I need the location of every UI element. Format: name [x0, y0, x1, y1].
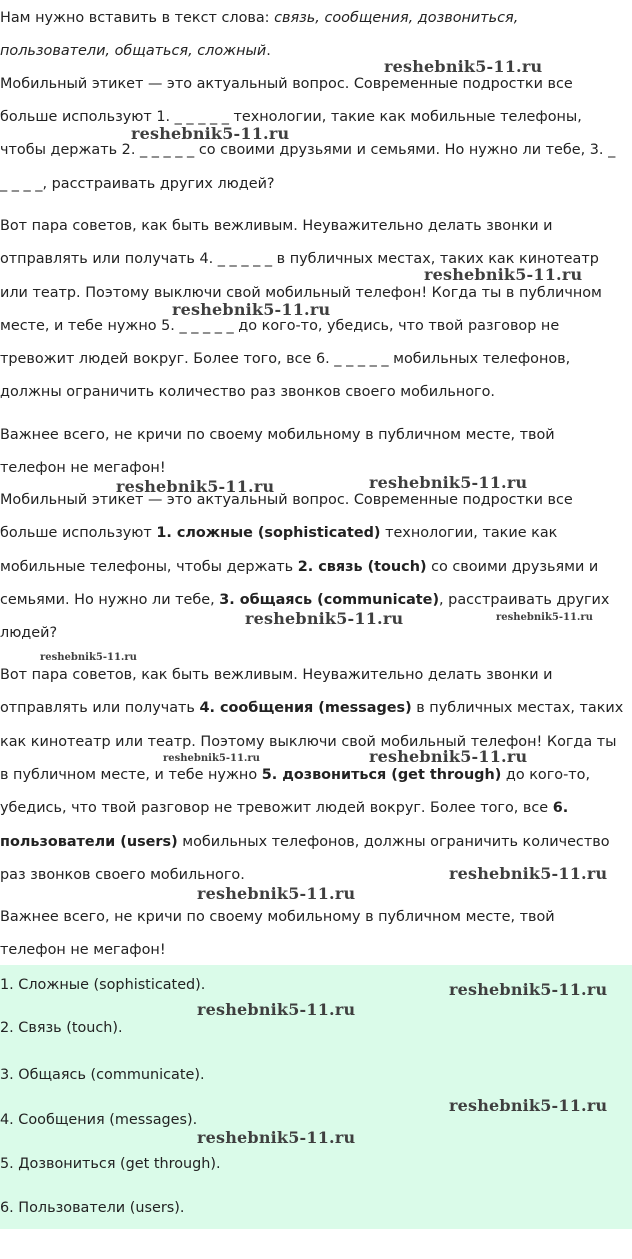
watermark: reshebnik5-11.ru: [384, 57, 543, 76]
filled-text: до кого-то,: [501, 767, 591, 783]
answer-inline-6: пользователи (users): [0, 834, 178, 850]
filled-text: мобильные телефоны, чтобы держать: [0, 559, 298, 575]
gap-line-8: месте, и тебе нужно 5. _ _ _ _ _ до кого-то, убедись, что твой разговор не: [0, 318, 560, 334]
gap-line-12: телефон не мегафон!: [0, 460, 166, 476]
task-lead: Нам нужно вставить в текст слова:: [0, 10, 275, 26]
watermark: reshebnik5-11.ru: [449, 980, 608, 999]
filled-text: отправлять или получать: [0, 700, 200, 716]
watermark: reshebnik5-11.ru: [369, 473, 528, 492]
task-line-1: [0, 8, 632, 28]
filled-line-11: [0, 832, 632, 852]
filled-text: больше используют: [0, 525, 157, 541]
answer-item-6: 6. Пользователи (users).: [0, 1200, 185, 1216]
gap-line-11: Важнее всего, не кричи по своему мобильному в публичном месте, твой: [0, 427, 555, 443]
filled-text: семьями. Но нужно ли тебе,: [0, 592, 220, 608]
filled-text: со своими друзьями и: [426, 559, 599, 575]
watermark: reshebnik5-11.ru: [245, 609, 404, 628]
answer-item-5: 5. Дозвониться (get through).: [0, 1156, 221, 1172]
filled-line-14: телефон не мегафон!: [0, 942, 166, 958]
watermark: reshebnik5-11.ru: [424, 265, 583, 284]
gap-line-7: или театр. Поэтому выключи свой мобильный телефон! Когда ты в публичном: [0, 285, 602, 301]
filled-line-13: Важнее всего, не кричи по своему мобильному в публичном месте, твой: [0, 909, 555, 925]
answer-item-3: 3. Общаясь (communicate).: [0, 1067, 205, 1083]
gap-line-2: больше используют 1. _ _ _ _ _ технологии, такие как мобильные телефоны,: [0, 109, 582, 125]
filled-line-2: [0, 523, 632, 543]
filled-line-1: Мобильный этикет — это актуальный вопрос. Современные подростки все: [0, 492, 573, 508]
filled-text: технологии, такие как: [380, 525, 558, 541]
filled-line-8: как кинотеатр или театр. Поэтому выключи свой мобильный телефон! Когда ты: [0, 734, 617, 750]
watermark: reshebnik5-11.ru: [197, 1128, 356, 1147]
answer-item-4: 4. Сообщения (messages).: [0, 1112, 198, 1128]
watermark: reshebnik5-11.ru: [163, 753, 260, 764]
watermark: reshebnik5-11.ru: [197, 884, 356, 903]
filled-line-9: [0, 765, 632, 785]
filled-line-12: раз звонков своего мобильного.: [0, 867, 245, 883]
filled-text: , расстраивать других: [439, 592, 610, 608]
gap-line-4: _ _ _ _, расстраивать других людей?: [0, 176, 275, 192]
filled-text: в публичных местах, таких: [411, 700, 624, 716]
answer-inline-4: 4. сообщения (messages): [199, 700, 412, 716]
gap-line-10: должны ограничить количество раз звонков своего мобильного.: [0, 384, 495, 400]
gap-line-6: отправлять или получать 4. _ _ _ _ _ в публичных местах, таких как кинотеатр: [0, 251, 599, 267]
answer-item-1: 1. Сложные (sophisticated).: [0, 977, 206, 993]
watermark: reshebnik5-11.ru: [369, 747, 528, 766]
task-dot: .: [266, 43, 271, 59]
filled-text: в публичном месте, и тебе нужно: [0, 767, 262, 783]
answer-inline-3: 3. общаясь (communicate): [219, 592, 440, 608]
gap-line-9: тревожит людей вокруг. Более того, все 6. _ _ _ _ _ мобильных телефонов,: [0, 351, 571, 367]
answer-inline-6-number: 6.: [552, 800, 569, 816]
watermark: reshebnik5-11.ru: [116, 477, 275, 496]
gap-line-1: Мобильный этикет — это актуальный вопрос. Современные подростки все: [0, 76, 573, 92]
task-words-2: пользователи, общаться, сложный: [0, 43, 267, 59]
watermark: reshebnik5-11.ru: [197, 1000, 356, 1019]
watermark: reshebnik5-11.ru: [449, 864, 608, 883]
answer-inline-2: 2. связь (touch): [297, 559, 427, 575]
gap-line-3: чтобы держать 2. _ _ _ _ _ со своими друзьями и семьями. Но нужно ли тебе, 3. _: [0, 142, 616, 158]
filled-text: мобильных телефонов, должны ограничить количество: [177, 834, 610, 850]
watermark: reshebnik5-11.ru: [172, 300, 331, 319]
filled-text: убедись, что твой разговор не тревожит людей вокруг. Более того, все: [0, 800, 553, 816]
filled-line-10: [0, 798, 632, 818]
filled-line-7: [0, 698, 632, 718]
filled-line-6: Вот пара советов, как быть вежливым. Неуважительно делать звонки и: [0, 667, 553, 683]
filled-line-3: [0, 557, 632, 577]
watermark: reshebnik5-11.ru: [496, 612, 593, 623]
watermark: reshebnik5-11.ru: [131, 124, 290, 143]
filled-line-5: людей?: [0, 625, 58, 641]
filled-line-4: [0, 590, 632, 610]
answer-inline-1: 1. сложные (sophisticated): [156, 525, 381, 541]
watermark: reshebnik5-11.ru: [40, 652, 137, 663]
task-words-1: связь, сообщения, дозвониться,: [274, 10, 519, 26]
watermark: reshebnik5-11.ru: [449, 1096, 608, 1115]
gap-line-5: Вот пара советов, как быть вежливым. Неуважительно делать звонки и: [0, 218, 553, 234]
answer-inline-5: 5. дозвониться (get through): [261, 767, 502, 783]
answer-item-2: 2. Связь (touch).: [0, 1020, 123, 1036]
